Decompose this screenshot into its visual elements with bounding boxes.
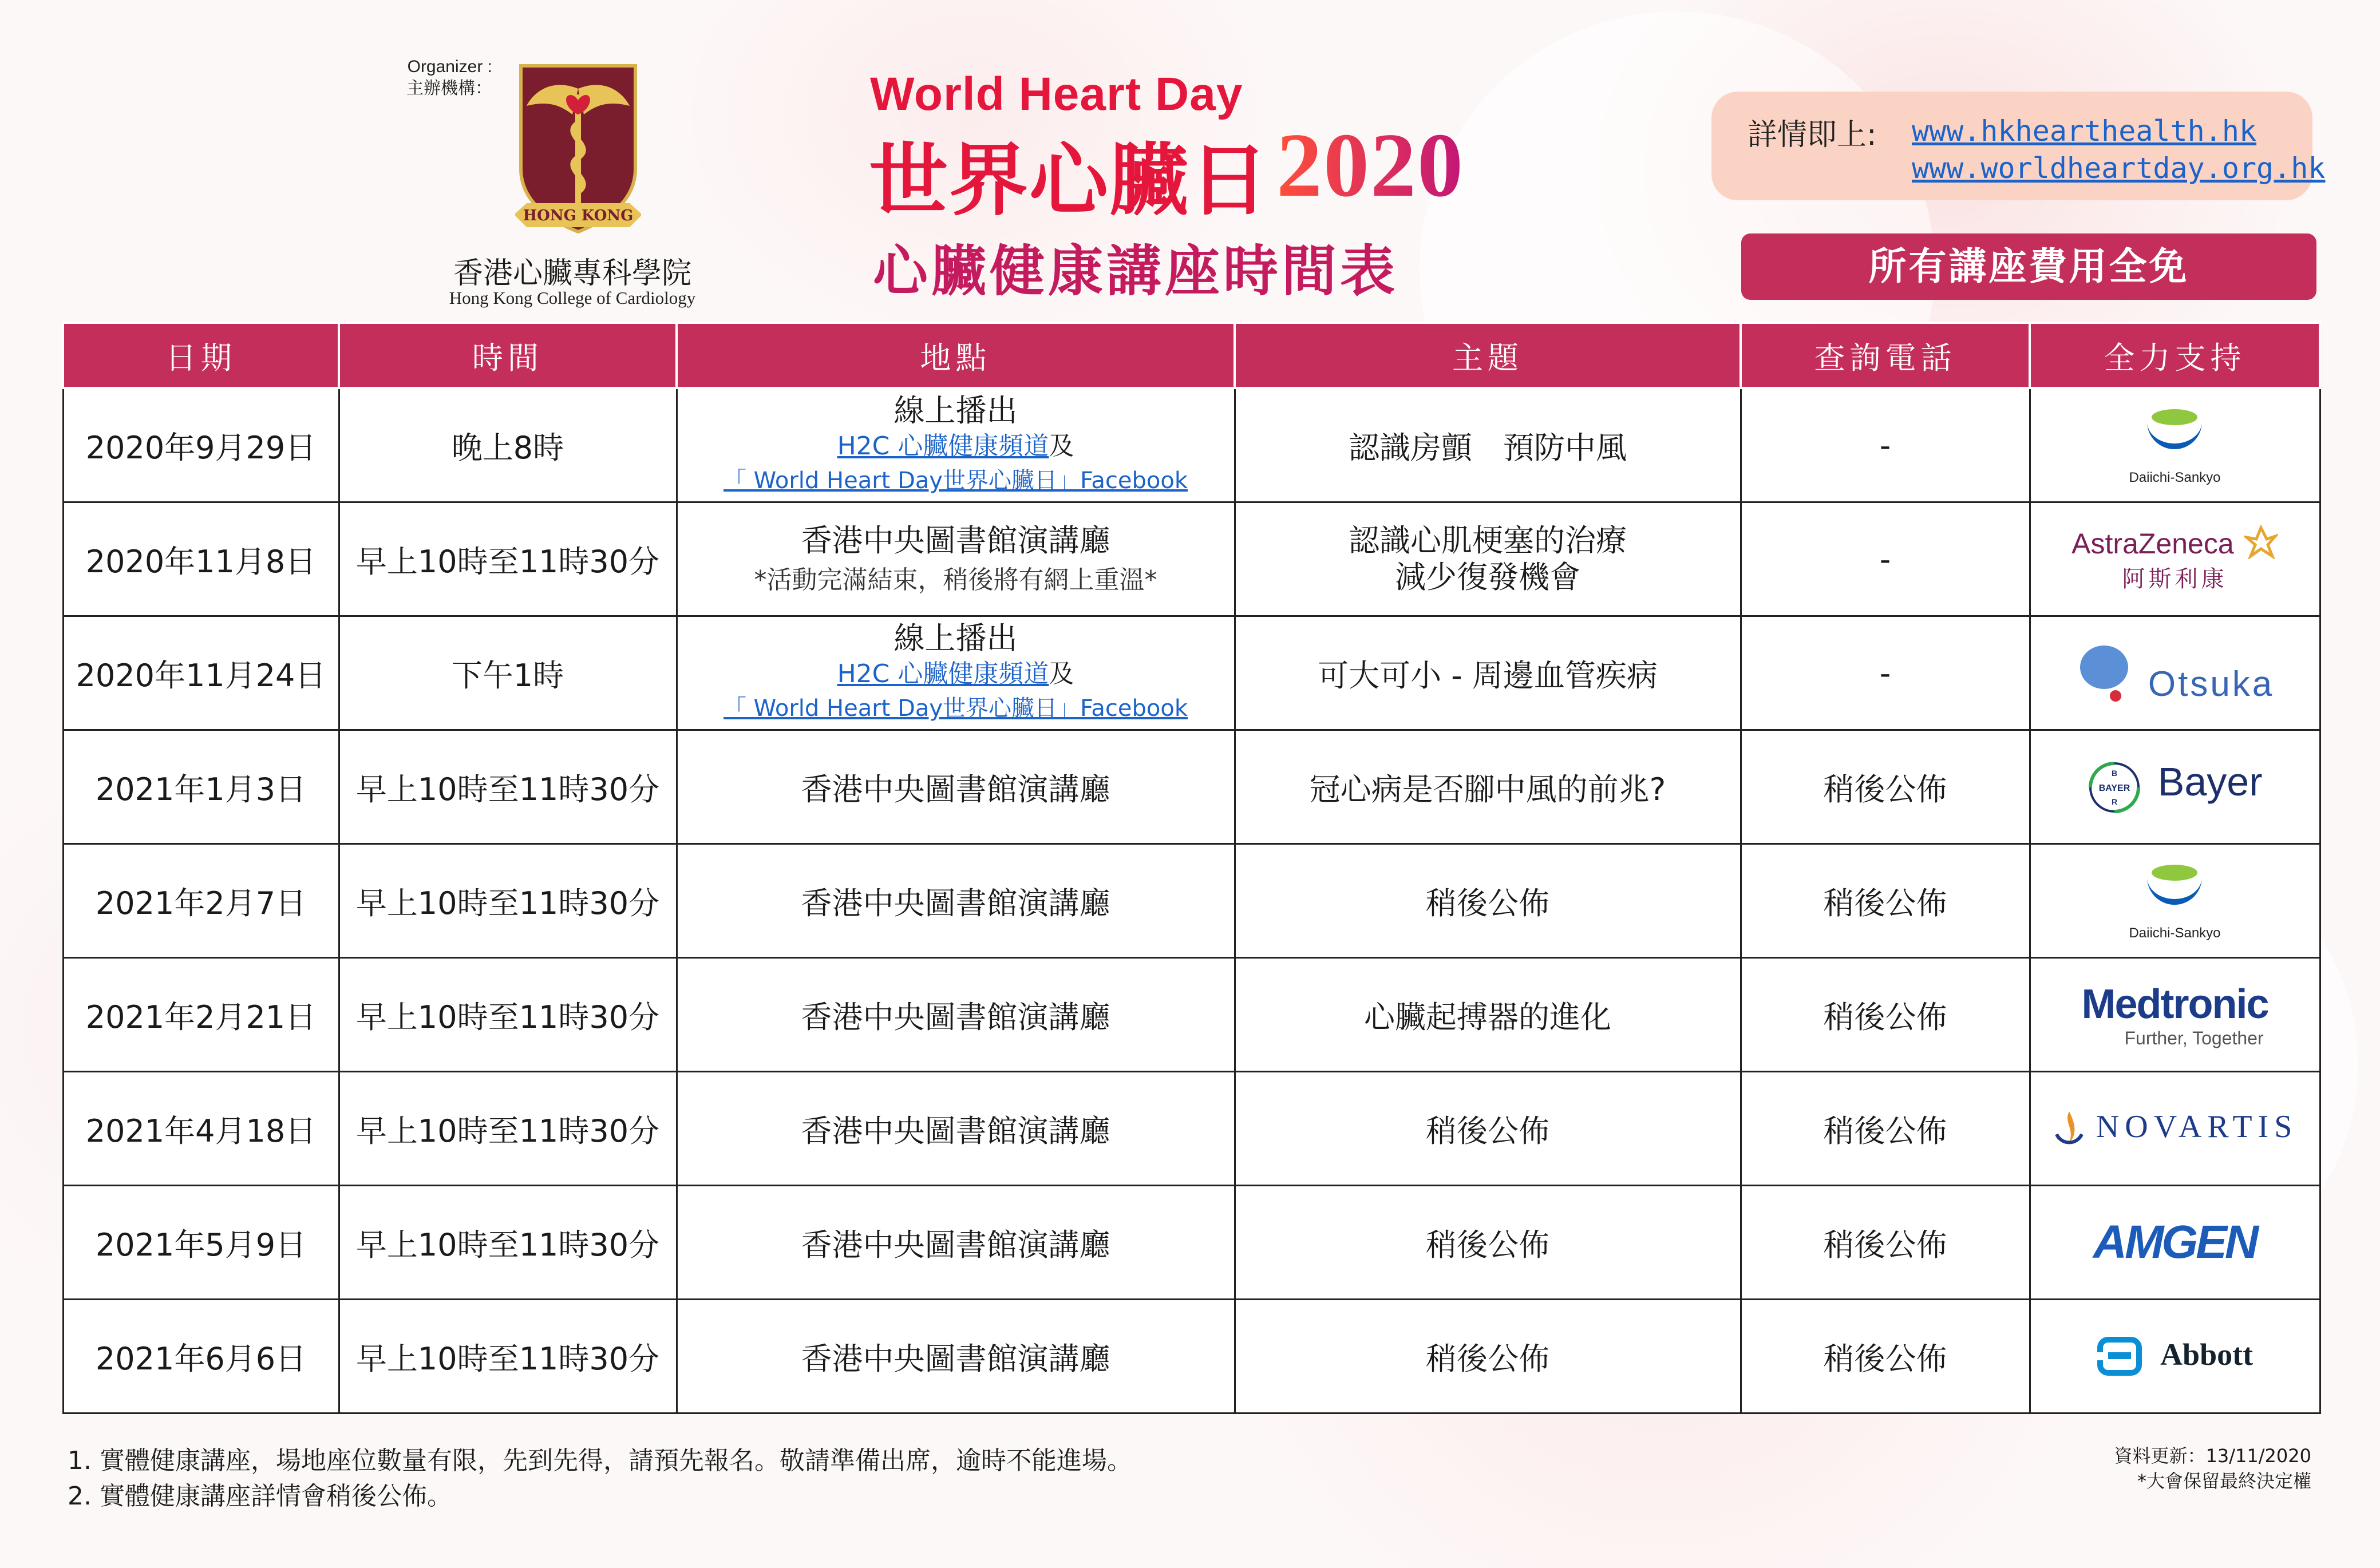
cell-date: 2021年6月6日 — [63, 1300, 339, 1413]
info-label: 詳情即上: — [1748, 118, 1877, 152]
header-phone: 查詢電話 — [1741, 323, 2030, 388]
svg-text:R: R — [2112, 797, 2118, 806]
cell-phone: - — [1741, 502, 2030, 616]
cell-venue: 香港中央圖書館演講廳 — [677, 730, 1235, 844]
header-topic: 主題 — [1235, 323, 1741, 388]
table-row — [63, 1300, 2320, 1413]
cell-sponsor — [2030, 388, 2320, 502]
medtronic-logo — [2081, 981, 2268, 1049]
crest-banner-text: HONG KONG — [523, 207, 634, 224]
header-date: 日期 — [63, 323, 339, 388]
cell-time: 早上10時至11時30分 — [339, 844, 677, 958]
topic-line: 認識心肌梗塞的治療 — [1349, 522, 1627, 559]
daiichi-sankyo-logo — [2129, 405, 2220, 486]
venue-link-h2c[interactable] — [678, 429, 1234, 464]
astrazeneca-logo — [2071, 525, 2278, 593]
cell-topic: 認識房顫 預防中風 — [1235, 388, 1741, 502]
table-row — [63, 1072, 2320, 1186]
college-name-en: Hong Kong College of Cardiology — [449, 288, 696, 308]
table-row — [63, 1186, 2320, 1300]
daiichi-sankyo-mark-icon — [2140, 860, 2209, 923]
header-time: 時間 — [339, 323, 677, 388]
header-sponsor: 全力支持 — [2030, 323, 2320, 388]
table-row — [63, 730, 2320, 844]
venue-link-suffix: 及 — [1049, 659, 1074, 688]
abbott-mark-icon — [2097, 1336, 2142, 1376]
sponsor-name: NOVARTIS — [2096, 1108, 2298, 1145]
svg-text:BAYER: BAYER — [2099, 783, 2130, 793]
schedule-table — [62, 322, 2321, 1414]
sponsor-name: AMGEN — [2093, 1216, 2257, 1268]
update-info — [2114, 1443, 2311, 1494]
cell-phone: 稍後公佈 — [1741, 1300, 2030, 1413]
table-row — [63, 958, 2320, 1072]
table-row — [63, 388, 2320, 502]
event-title-en: World Heart Day — [870, 68, 1243, 120]
footer-note: 1. 實體健康講座，場地座位數量有限，先到先得，請預先報名。敬請準備出席，逾時不能進場。 — [68, 1446, 1132, 1475]
sponsor-name: Bayer — [2157, 759, 2263, 805]
cell-sponsor — [2030, 1186, 2320, 1300]
cell-date: 2021年2月21日 — [63, 958, 339, 1072]
sponsor-name: AstraZeneca — [2071, 528, 2234, 560]
topic-line: 減少復發機會 — [1395, 559, 1580, 595]
cell-time: 早上10時至11時30分 — [339, 1300, 677, 1413]
cell-venue: 香港中央圖書館演講廳 — [677, 844, 1235, 958]
cell-topic: 稍後公佈 — [1235, 844, 1741, 958]
daiichi-sankyo-mark-icon — [2140, 405, 2209, 468]
cell-topic: 稍後公佈 — [1235, 1072, 1741, 1186]
update-date: 資料更新：13/11/2020 — [2114, 1445, 2311, 1467]
cell-sponsor — [2030, 844, 2320, 958]
cell-date: 2020年11月8日 — [63, 502, 339, 616]
venue-link-suffix: 及 — [1049, 431, 1074, 461]
venue-note: *活動完滿結束，稍後將有網上重溫* — [754, 565, 1157, 595]
cell-phone: - — [1741, 388, 2030, 502]
disclaimer: *大會保留最終決定權 — [2137, 1470, 2311, 1492]
organizer-label-zh: 主辦機構： — [406, 79, 492, 98]
link-worldheartday[interactable]: www.worldheartday.org.hk — [1912, 152, 2326, 185]
bayer-cross-icon — [2087, 760, 2142, 815]
cell-sponsor — [2030, 730, 2320, 844]
table-row — [63, 616, 2320, 730]
page-subtitle: 心臟健康講座時間表 — [873, 239, 1398, 303]
cell-sponsor — [2030, 958, 2320, 1072]
cell-venue: 香港中央圖書館演講廳 — [677, 1186, 1235, 1300]
novartis-flame-icon — [2052, 1108, 2086, 1149]
college-name-zh: 香港心臟專科學院 — [453, 256, 691, 291]
cell-sponsor — [2030, 1072, 2320, 1186]
cell-topic: 冠心病是否腳中風的前兆? — [1235, 730, 1741, 844]
cell-sponsor — [2030, 1300, 2320, 1413]
cell-venue — [677, 502, 1235, 616]
cell-date: 2021年1月3日 — [63, 730, 339, 844]
venue-link-facebook[interactable]: 「 World Heart Day世界心臟日」Facebook — [723, 695, 1188, 722]
event-year: 2020 — [1276, 112, 1464, 218]
amgen-logo — [2093, 1215, 2256, 1269]
cell-sponsor — [2030, 616, 2320, 730]
cell-date: 2021年4月18日 — [63, 1072, 339, 1186]
cell-venue: 香港中央圖書館演講廳 — [677, 1300, 1235, 1413]
bayer-logo — [2087, 759, 2262, 814]
table-row — [63, 844, 2320, 958]
cell-phone: - — [1741, 616, 2030, 730]
cell-topic — [1235, 502, 1741, 616]
table-header-row — [63, 323, 2320, 388]
table-row — [63, 502, 2320, 616]
venue-main: 線上播出 — [894, 393, 1018, 429]
cell-topic: 心臟起搏器的進化 — [1235, 958, 1741, 1072]
organizer-label-en: Organizer : — [407, 57, 492, 76]
cell-venue — [677, 616, 1235, 730]
sponsor-name: Otsuka — [2148, 664, 2275, 704]
venue-link-h2c-text[interactable]: H2C 心臟健康頻道 — [837, 431, 1049, 461]
venue-link-h2c-text[interactable]: H2C 心臟健康頻道 — [837, 659, 1049, 688]
cell-topic: 可大可小 - 周邊血管疾病 — [1235, 616, 1741, 730]
cell-time: 早上10時至11時30分 — [339, 1072, 677, 1186]
otsuka-drop-icon — [2075, 642, 2138, 704]
cell-phone: 稍後公佈 — [1741, 1072, 2030, 1186]
cell-date: 2021年5月9日 — [63, 1186, 339, 1300]
sponsor-name: Daiichi-Sankyo — [2129, 470, 2221, 485]
cell-phone: 稍後公佈 — [1741, 958, 2030, 1072]
cell-topic: 稍後公佈 — [1235, 1186, 1741, 1300]
link-hkhearthealth[interactable]: www.hkhearthealth.hk — [1912, 114, 2257, 148]
footer-note: 2. 實體健康講座詳情會稍後公佈。 — [68, 1482, 452, 1511]
organizer-label — [343, 56, 492, 100]
header-venue: 地點 — [677, 323, 1235, 388]
cell-venue: 香港中央圖書館演講廳 — [677, 958, 1235, 1072]
cell-time: 下午1時 — [339, 616, 677, 730]
cell-phone: 稍後公佈 — [1741, 1186, 2030, 1300]
cell-time: 早上10時至11時30分 — [339, 730, 677, 844]
sponsor-tagline: Further, Together — [2124, 1027, 2264, 1048]
sponsor-name: Daiichi-Sankyo — [2129, 925, 2221, 941]
cell-date: 2021年2月7日 — [63, 844, 339, 958]
footer-notes — [68, 1443, 1132, 1514]
cell-venue: 香港中央圖書館演講廳 — [677, 1072, 1235, 1186]
free-notice-badge: 所有講座費用全免 — [1741, 233, 2316, 300]
sponsor-name: Medtronic — [2081, 981, 2268, 1027]
sponsor-name-zh: 阿斯利康 — [2122, 566, 2228, 592]
cell-date: 2020年9月29日 — [63, 388, 339, 502]
cell-topic: 稍後公佈 — [1235, 1300, 1741, 1413]
cell-time: 早上10時至11時30分 — [339, 502, 677, 616]
cell-sponsor — [2030, 502, 2320, 616]
cell-venue — [677, 388, 1235, 502]
otsuka-logo — [2075, 642, 2275, 704]
cell-time: 早上10時至11時30分 — [339, 1186, 677, 1300]
venue-main: 香港中央圖書館演講廳 — [801, 522, 1110, 559]
svg-text:B: B — [2112, 768, 2118, 778]
cell-phone: 稍後公佈 — [1741, 844, 2030, 958]
cell-date: 2020年11月24日 — [63, 616, 339, 730]
hkcc-crest-logo — [515, 60, 641, 249]
cell-phone: 稍後公佈 — [1741, 730, 2030, 844]
venue-main: 線上播出 — [894, 620, 1018, 656]
sponsor-name: Abbott — [2160, 1337, 2254, 1372]
daiichi-sankyo-logo — [2129, 860, 2220, 941]
cell-time: 早上10時至11時30分 — [339, 958, 677, 1072]
event-title-zh: 世界心臟日 — [869, 134, 1270, 227]
venue-link-facebook[interactable]: 「 World Heart Day世界心臟日」Facebook — [723, 468, 1188, 494]
abbott-logo — [2097, 1336, 2253, 1376]
venue-link-h2c[interactable] — [678, 657, 1234, 691]
astrazeneca-swirl-icon — [2244, 525, 2278, 559]
cell-time: 晚上8時 — [339, 388, 677, 502]
novartis-logo — [2052, 1108, 2298, 1149]
